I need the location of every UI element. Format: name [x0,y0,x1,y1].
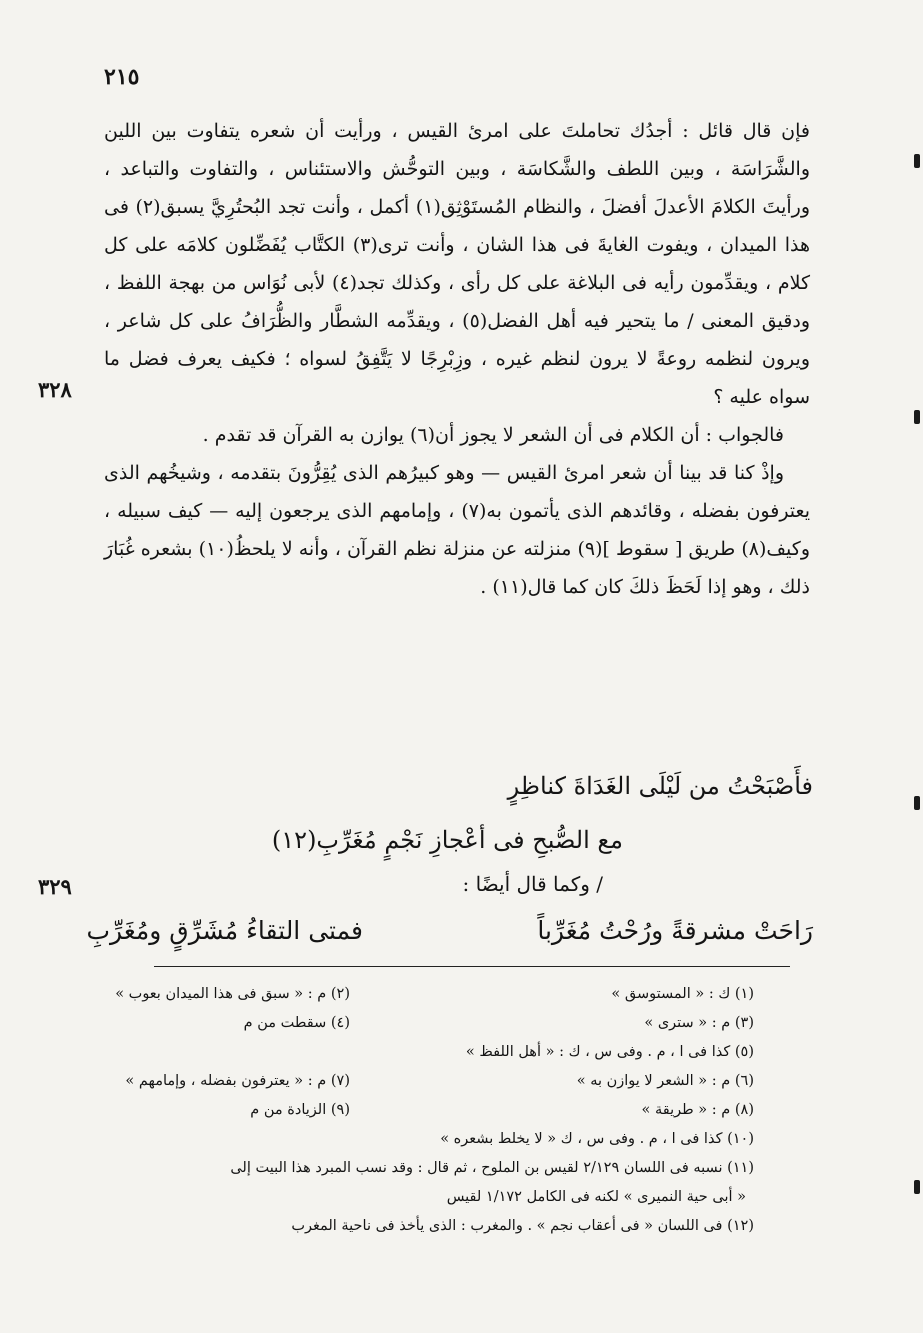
footnote-row [106,1067,754,1096]
footnote-row [106,1154,754,1183]
footnote-5: (٥) كذا فى ا ، م . وفى س ، ك : « أهل اللفظ » [465,1044,754,1060]
footnote-row [106,1038,754,1067]
footnote-divider [154,966,790,967]
footnote-6: (٦) م : « الشعر لا يوازن به » [576,1073,754,1089]
footnote-10: (١٠) كذا فى ا ، م . وفى س ، ك « لا يخلط بشعره » [440,1131,754,1147]
footnote-row [106,1009,754,1038]
footnote-3: (٣) م : « سترى » [644,1015,754,1031]
margin-number-first: ٣٢٨ [38,377,72,402]
edge-mark [914,1180,920,1194]
footnote-row [106,1212,754,1241]
footnote-2: (٢) م : « سبق فى هذا الميدان بعوب » [115,986,350,1002]
footnote-row [106,1125,754,1154]
verse-1-hemistich-1: فأَصْبَحْتُ من لَيْلَى الغَدَاةَ كناظِرٍ [507,772,813,800]
main-text [104,112,810,606]
footnote-9: (٩) الزيادة من م [250,1102,350,1118]
footnote-1: (١) ك : « المستوسق » [611,986,754,1002]
verse-2-hemistich-2: فمتى التقاءُ مُشَرِّقٍ ومُغَرِّبِ [86,916,363,945]
verse-1-hemistich-2: مع الصُّبحِ فى أعْجازِ نَجْمٍ مُغَرِّبِ(١٢) [271,826,623,854]
footnotes [106,980,754,1241]
margin-number-second: ٣٢٩ [38,874,72,899]
page-number: ٢١٥ [104,64,140,90]
footnote-4: (٤) سقطت من م [243,1015,350,1031]
footnote-8: (٨) م : « طريقة » [641,1102,754,1118]
paragraph-1: فإن قال قائل : أجدُك تحاملتَ على امرئ القيس ، ورأيت أن شعره يتفاوت بين اللين والشَّرَاسَة ، وبين اللطف والشَّكاسَة ، وبين التوحُّش والاستئناس ، والتفاوت والتباعد ، ورأيتَ الكلامَ الأعدلَ أفضلَ ، والنظام المُستَوْثِق(١) أكمل ، وأنت تجد البُحتُرِيَّ يسبق(٢) فى هذا الميدان ، ويفوت الغايةَ فى هذا الشان ، وأنت ترى(٣) الكتَّاب يُفَضِّلون كلامَه على كل كلام ، ويقدِّمون رأيه فى البلاغة على كل رأى ، وكذلك تجد(٤) لأبى نُوَاس من بهجة اللفظ ، ودقيق المعنى / ما يتحير فيه أهل الفضل(٥) ، ويقدِّمه الشطَّار والظُّرَافُ على كل شاعر ، ويرون لنظمه روعةً لا يرون لنظم غيره ، وزِبْرِجًا لا يَتَّفِقُ لسواه ؛ فكيف يعرف فضل ما سواه عليه ؟ [104,120,811,408]
footnote-11-continued: « أبى حية النميرى » لكنه فى الكامل ١/١٧٢ لقيس [446,1189,746,1205]
footnote-row [106,980,754,1009]
footnote-row [106,1096,754,1125]
verse-2-hemistich-1: رَاحَتْ مشرقةً ورُحْتُ مُغَرِّباً [537,916,813,945]
edge-mark [914,154,920,168]
footnote-12: (١٢) فى اللسان « فى أعقاب نجم » . والمغرب : الذى يأخذ فى ناحية المغرب [291,1218,754,1234]
footnote-7: (٧) م : « يعترفون بفضله ، وإمامهم » [125,1073,350,1089]
footnote-row [106,1183,754,1212]
paragraph-2: فالجواب : أن الكلام فى أن الشعر لا يجوز أن(٦) يوازن به القرآن قد تقدم . [202,424,784,446]
edge-mark [914,410,920,424]
verse-intro: / وكما قال أيضًا : [462,872,603,896]
edge-mark [914,796,920,810]
paragraph-3: وإذْ كنا قد بينا أن شعر امرئ القيس — وهو كبيرُهم الذى يُقِرُّونَ بتقدمه ، وشيخُهم الذى يعترفون بفضله ، وقائدهم الذى يأتمون به(٧) ، وإمامهم الذى يرجعون إليه — كيف سبيله ، وكيف(٨) طريق [ سقوط ](٩) منزلته عن منزلة نظم القرآن ، وأنه لا يلحظُ(١٠) بشعره غُبَارَ ذلك ، وهو إذا لَحَظَ ذلكَ كان كما قال(١١) . [104,462,811,598]
footnote-11: (١١) نسبه فى اللسان ٢/١٢٩ لقيس بن الملوح ، ثم قال : وقد نسب المبرد هذا البيت إلى [230,1160,754,1176]
